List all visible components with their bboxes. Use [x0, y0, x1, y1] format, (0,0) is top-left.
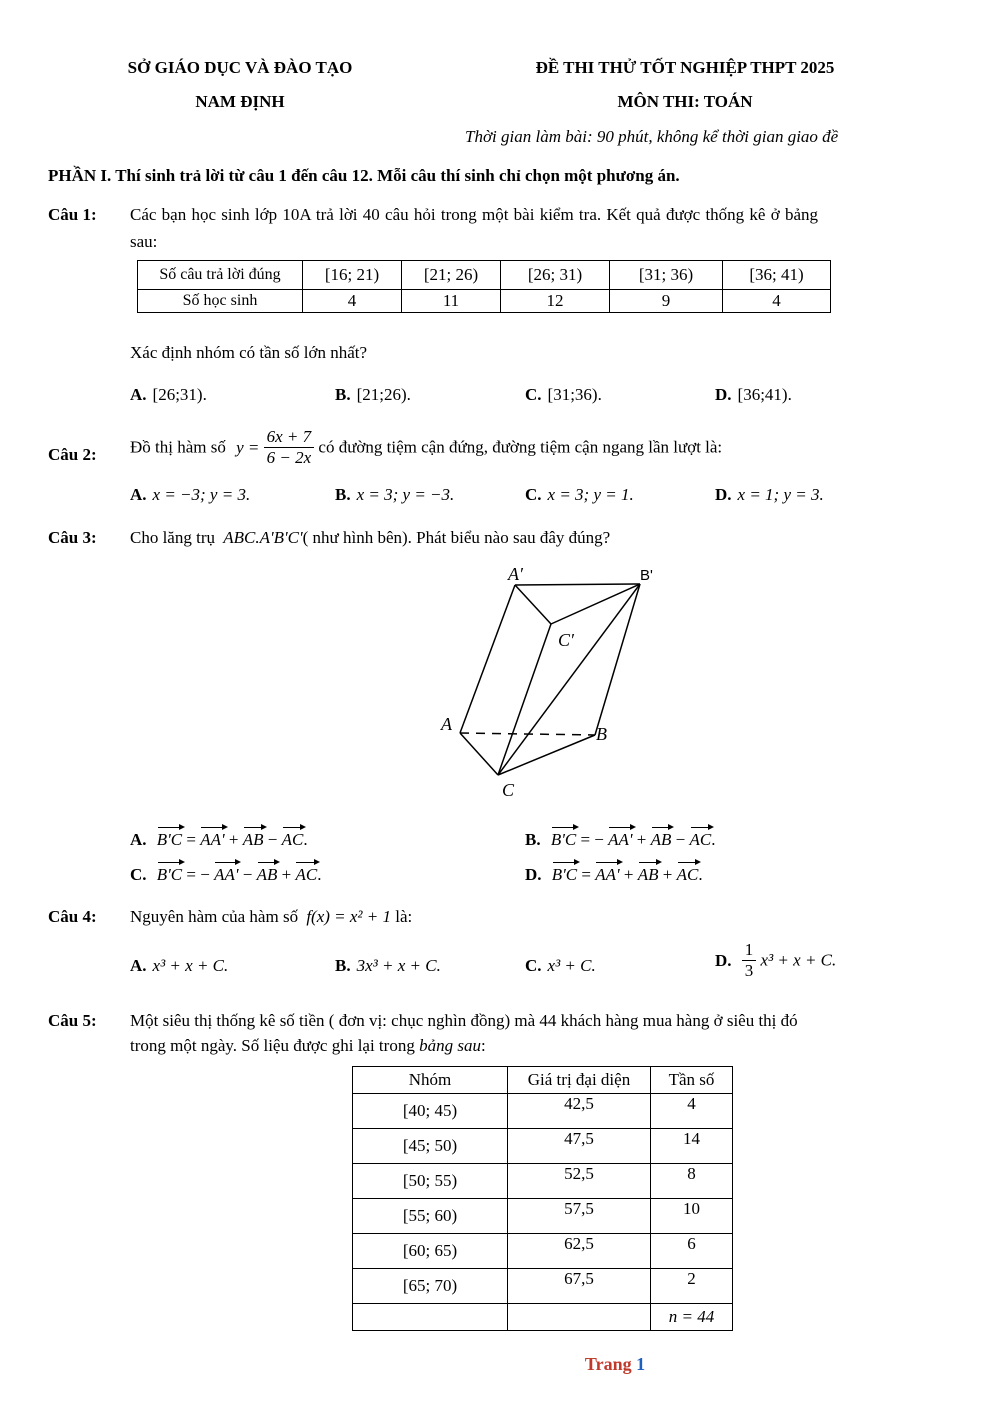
q1-option-a[interactable] [130, 385, 207, 405]
q3-option-a[interactable] [130, 826, 308, 850]
q1-text: Các bạn học sinh lớp 10A trả lời 40 câu hỏi trong một bài kiểm tra. Kết quả được thống kê ở bảng [130, 205, 819, 224]
q5-header-frequency: Tần số [651, 1067, 733, 1094]
q1-interval: [26; 31) [501, 261, 610, 290]
q2-func-lhs: y = [236, 437, 260, 457]
option-op: + [662, 865, 673, 884]
option-letter: D. [715, 950, 732, 970]
q5-empty-cell [508, 1304, 651, 1331]
q5-frequency: 14 [651, 1129, 733, 1164]
option-letter: D. [525, 865, 542, 884]
option-text: x = 1; y = 3. [737, 485, 824, 504]
q4-option-b[interactable] [335, 956, 441, 976]
page-word: Trang [584, 1354, 632, 1374]
vector-term: AC [282, 826, 304, 850]
q5-label: Câu 5: [48, 1011, 97, 1030]
q1-count: 4 [303, 290, 402, 313]
vector-lhs: B'C [551, 826, 576, 850]
q2-fraction [264, 427, 315, 468]
option-eq: = − [580, 830, 604, 849]
q2-option-d[interactable] [715, 485, 824, 505]
q4-option-a[interactable] [130, 956, 228, 976]
option-op: + [228, 830, 239, 849]
q1-interval: [21; 26) [402, 261, 501, 290]
time-note: Thời gian làm bài: 90 phút, không kể thời gian giao đề [465, 127, 839, 146]
option-text: [26;31). [152, 385, 207, 404]
option-text: 3x³ + x + C. [356, 956, 441, 975]
table-row [353, 1164, 733, 1199]
q4-option-d[interactable] [715, 940, 836, 981]
q3-option-d[interactable] [525, 861, 703, 885]
vector-term: AC [295, 861, 317, 885]
table-row [353, 1199, 733, 1234]
option-text: [21;26). [356, 385, 411, 404]
option-eq: = [186, 830, 196, 849]
q5-header-midpoint: Giá trị đại diện [508, 1067, 651, 1094]
q5-frequency: 6 [651, 1234, 733, 1269]
edge-c1-b1 [551, 584, 640, 624]
q5-empty-cell [353, 1304, 508, 1331]
option-text: x³ + C. [547, 956, 596, 975]
option-letter: A. [130, 385, 147, 404]
edge-a-a1 [460, 585, 515, 733]
option-end: . [317, 865, 322, 884]
q1-count: 9 [610, 290, 723, 313]
edge-a1-c1 [515, 585, 551, 624]
option-eq: = − [186, 865, 210, 884]
option-letter: B. [335, 956, 351, 975]
option-letter: C. [525, 385, 542, 404]
option-op: + [636, 830, 647, 849]
vector-lhs: B'C [157, 826, 182, 850]
q2-text [130, 427, 722, 468]
q3-text-after: ( như hình bên). Phát biểu nào sau đây đúng? [302, 528, 611, 547]
q5-midpoint: 42,5 [508, 1094, 651, 1129]
exam-title: ĐỀ THI THỬ TỐT NGHIỆP THPT 2025 [535, 58, 835, 77]
q2-text-before: Đồ thị hàm số [130, 437, 226, 457]
option-letter: B. [525, 830, 541, 849]
vector-term: AA' [214, 861, 238, 885]
q2-denominator: 6 − 2x [266, 448, 312, 467]
option-text: x = 3; y = 1. [547, 485, 634, 504]
q5-midpoint: 52,5 [508, 1164, 651, 1199]
q3-label: Câu 3: [48, 528, 97, 547]
option-text: x³ + x + C. [760, 950, 837, 970]
q4-label: Câu 4: [48, 907, 97, 926]
option-end: . [698, 865, 703, 884]
table-row [353, 1094, 733, 1129]
fraction-numerator: 1 [742, 940, 757, 961]
option-text: [36;41). [737, 385, 792, 404]
q1-count: 4 [723, 290, 831, 313]
edge-c-c1 [498, 624, 551, 775]
q1-question: Xác định nhóm có tần số lớn nhất? [130, 343, 368, 362]
q5-group: [65; 70) [353, 1269, 508, 1304]
option-eq: = [581, 865, 591, 884]
q1-interval: [16; 21) [303, 261, 402, 290]
q5-group: [40; 45) [353, 1094, 508, 1129]
q3-text-before: Cho lăng trụ [130, 528, 215, 547]
label-b: B [596, 724, 607, 744]
q5-text-b: bảng sau [419, 1036, 481, 1055]
option-letter: B. [335, 485, 351, 504]
option-letter: D. [715, 385, 732, 404]
q1-text-cont: sau: [130, 232, 158, 251]
table-row [353, 1129, 733, 1164]
page-footer [0, 1354, 1000, 1375]
edge-a-b-hidden [460, 733, 595, 735]
option-letter: C. [525, 485, 542, 504]
option-text: x = −3; y = 3. [152, 485, 251, 504]
q4-text [130, 907, 412, 927]
vector-lhs: B'C [552, 861, 577, 885]
label-c: C [502, 780, 515, 800]
q5-frequency: 4 [651, 1094, 733, 1129]
q5-midpoint: 57,5 [508, 1199, 651, 1234]
vector-term: AB [243, 826, 264, 850]
q5-midpoint: 67,5 [508, 1269, 651, 1304]
q5-midpoint: 47,5 [508, 1129, 651, 1164]
q5-text-c: : [480, 1036, 486, 1055]
q4-func: f(x) = x² + 1 [306, 907, 392, 926]
prism-figure [430, 560, 670, 805]
option-text: x³ + x + C. [152, 956, 229, 975]
label-b1: B' [640, 567, 653, 584]
q1-option-b[interactable] [335, 385, 411, 405]
table-row [353, 1234, 733, 1269]
province-name: NAM ĐỊNH [195, 92, 285, 111]
q2-option-b[interactable] [335, 485, 454, 505]
q1-count: 11 [402, 290, 501, 313]
vector-term: AA' [608, 826, 632, 850]
q1-table [137, 260, 831, 313]
option-letter: D. [715, 485, 732, 504]
q1-option-c[interactable] [525, 385, 602, 405]
label-a1: A′ [508, 564, 523, 584]
vector-term: AB [257, 861, 278, 885]
q5-group: [45; 50) [353, 1129, 508, 1164]
q5-total: n = 44 [651, 1304, 733, 1331]
q5-text-cont [130, 1036, 486, 1056]
q5-group: [50; 55) [353, 1164, 508, 1199]
option-letter: B. [335, 385, 351, 404]
subject-title: MÔN THI: TOÁN [617, 92, 753, 111]
q1-label: Câu 1: [48, 205, 97, 224]
edge-a-c [460, 733, 498, 775]
option-text: x = 3; y = −3. [356, 485, 455, 504]
vector-term: AC [677, 861, 699, 885]
q4-text-before: Nguyên hàm của hàm số [130, 907, 299, 926]
q3-option-b[interactable] [525, 826, 716, 850]
q3-text [130, 528, 610, 548]
vector-term: AB [651, 826, 672, 850]
q1-count: 12 [501, 290, 610, 313]
q4-text-after: là: [395, 907, 413, 926]
label-a: A [441, 714, 452, 734]
option-end: . [711, 830, 716, 849]
q2-label: Câu 2: [48, 445, 97, 464]
option-end: . [303, 830, 308, 849]
q5-group: [55; 60) [353, 1199, 508, 1234]
vector-lhs: B'C [157, 861, 182, 885]
q5-text: Một siêu thị thống kê số tiền ( đơn vị: chục nghìn đồng) mà 44 khách hàng mua hàng ở siêu thị đó [130, 1011, 798, 1030]
q2-text-after: có đường tiệm cận đứng, đường tiệm cận ngang lần lượt là: [318, 437, 723, 457]
option-letter: A. [130, 830, 147, 849]
vector-term: AA' [200, 826, 224, 850]
page-number: 1 [636, 1354, 646, 1374]
q5-frequency: 10 [651, 1199, 733, 1234]
q2-option-c[interactable] [525, 485, 634, 505]
option-op: + [281, 865, 292, 884]
option-letter: C. [130, 865, 147, 884]
vector-term: AB [638, 861, 659, 885]
q5-text-a: trong một ngày. Số liệu được ghi lại trong [130, 1036, 415, 1055]
q3-prism: ABC.A'B'C' [223, 528, 303, 547]
option-letter: A. [130, 485, 147, 504]
q3-option-c[interactable] [130, 861, 321, 885]
q5-group: [60; 65) [353, 1234, 508, 1269]
edge-b-b1 [595, 584, 640, 735]
option-op: − [267, 830, 278, 849]
q1-interval: [31; 36) [610, 261, 723, 290]
q4-option-c[interactable] [525, 956, 596, 976]
q1-row2-header: Số học sinh [138, 290, 303, 313]
department-name: SỞ GIÁO DỤC VÀ ĐÀO TẠO [127, 58, 353, 77]
fraction-denominator: 3 [744, 961, 754, 980]
option-op: − [242, 865, 253, 884]
table-row [353, 1269, 733, 1304]
q2-numerator: 6x + 7 [264, 427, 315, 448]
option-letter: A. [130, 956, 147, 975]
option-op: + [623, 865, 634, 884]
label-c1: C′ [558, 630, 574, 650]
q1-option-d[interactable] [715, 385, 792, 405]
option-fraction [742, 940, 757, 981]
q5-table [352, 1066, 733, 1331]
q5-header-group: Nhóm [353, 1067, 508, 1094]
vector-term: AC [690, 826, 712, 850]
edge-a1-b1 [515, 584, 640, 585]
option-letter: C. [525, 956, 542, 975]
q2-option-a[interactable] [130, 485, 250, 505]
q1-row1-header: Số câu trả lời đúng [138, 261, 303, 290]
q5-frequency: 8 [651, 1164, 733, 1199]
q1-interval: [36; 41) [723, 261, 831, 290]
q5-midpoint: 62,5 [508, 1234, 651, 1269]
part1-title: PHẦN I. Thí sinh trả lời từ câu 1 đến câu 12. Mỗi câu thí sinh chỉ chọn một phương án. [48, 166, 680, 185]
option-text: [31;36). [547, 385, 602, 404]
option-op: − [675, 830, 686, 849]
q5-frequency: 2 [651, 1269, 733, 1304]
vector-term: AA' [595, 861, 619, 885]
